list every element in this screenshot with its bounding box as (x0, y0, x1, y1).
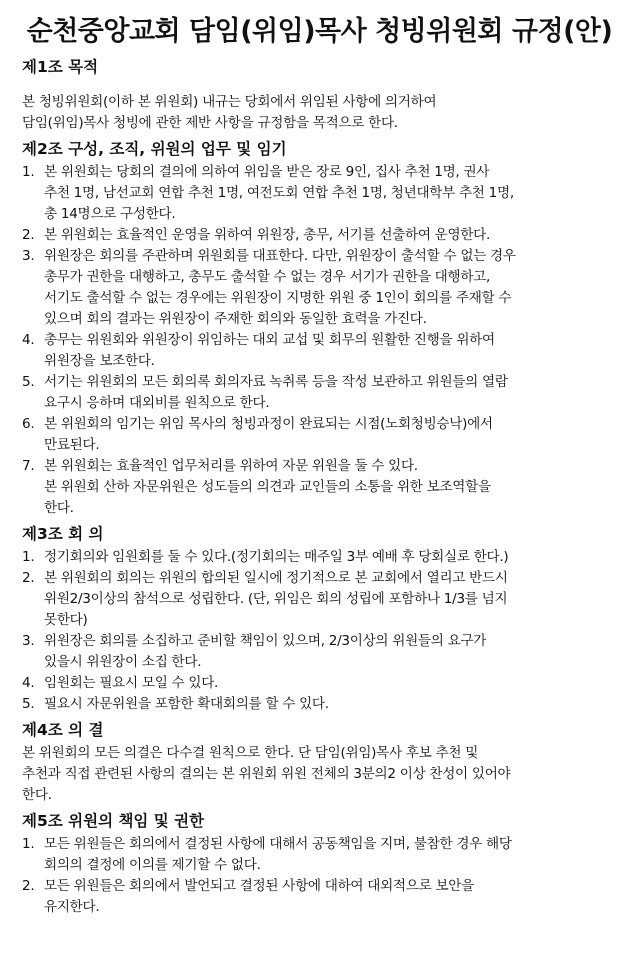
list-item-text (44, 694, 617, 715)
list-item-number: 2. (22, 227, 35, 243)
list-item-text (44, 834, 617, 876)
list-item-line: 모든 위원들은 회의에서 결정된 사항에 대해서 공동책임을 지며, 불참한 경우 해당 (44, 836, 512, 852)
list-item-line: 총무가 권한을 대행하고, 총무도 출석할 수 없는 경우 서기가 권한을 대행하고, (44, 269, 491, 285)
list-item (22, 414, 617, 456)
list-item-text (44, 876, 617, 918)
list-item-text (44, 162, 617, 225)
list-item-text (44, 456, 617, 519)
list-item (22, 547, 617, 568)
list-item-line: 서기도 출석할 수 없는 경우에는 위원장이 지명한 위원 중 1인이 회의를 주재할 수 (44, 290, 512, 306)
list-item-text (44, 568, 617, 631)
list-item-number: 7. (22, 458, 35, 474)
list-item-line: 본 위원회는 당회의 결의에 의하여 위임을 받은 장로 9인, 집사 추천 1명, 권사 (44, 164, 490, 180)
list-item (22, 162, 617, 225)
list-item-number: 4. (22, 675, 35, 691)
list-item-line: 정기회의와 임원회를 둘 수 있다.(정기회의는 매주일 3부 예배 후 당회실로 한다.) (44, 549, 509, 565)
list-item-line: 한다. (44, 500, 74, 516)
list-item-line: 모든 위원들은 회의에서 발언되고 결정된 사항에 대하여 대외적으로 보안을 (44, 878, 474, 894)
section-heading: 제1조 목적 (22, 58, 99, 76)
paragraph-line: 추천과 직접 관련된 사항의 결의는 본 위원회 위원 전체의 3분의2 이상 찬성이 있어야 (22, 766, 511, 782)
paragraph-line: 본 청빙위원회(이하 본 위원회) 내규는 당회에서 위임된 사항에 의거하여 (22, 94, 437, 110)
list-item-line: 추천 1명, 남선교회 연합 추천 1명, 여전도회 연합 추천 1명, 청년대학부 추천 1명, (44, 185, 514, 201)
section-heading: 제4조 의 결 (22, 721, 104, 739)
section-heading: 제2조 구성, 조직, 위원의 업무 및 임기 (22, 140, 287, 158)
document-body (22, 56, 617, 918)
spacer (22, 80, 617, 92)
list-item-line: 위원장은 회의를 주관하며 위원회를 대표한다. 다만, 위원장이 출석할 수 없는 경우 (44, 248, 516, 264)
section-heading: 제3조 회 의 (22, 525, 104, 543)
section-2 (22, 138, 617, 519)
list-item-line: 총 14명으로 구성한다. (44, 206, 176, 222)
list-item-line: 요구시 응하며 대외비를 원칙으로 한다. (44, 395, 270, 411)
list-item (22, 372, 617, 414)
list-item-line: 본 위원회의 임기는 위임 목사의 청빙과정이 완료되는 시점(노회청빙승낙)에서 (44, 416, 493, 432)
list-item-line: 임원회는 필요시 모일 수 있다. (44, 675, 219, 691)
list-item-line: 총무는 위원회와 위원장이 위임하는 대외 교섭 및 회무의 원활한 진행을 위하여 (44, 332, 495, 348)
section-5 (22, 810, 617, 918)
list-item-number: 1. (22, 549, 35, 565)
list-item-line: 본 위원회는 효율적인 업무처리를 위하여 자문 위원을 둘 수 있다. (44, 458, 418, 474)
section-4 (22, 719, 617, 806)
paragraph-line: 한다. (22, 787, 52, 803)
list-item-number: 2. (22, 878, 35, 894)
list-item-number: 4. (22, 332, 35, 348)
list-item-number: 5. (22, 374, 35, 390)
list-item-line: 회의의 결정에 이의를 제기할 수 없다. (44, 857, 261, 873)
list-item (22, 631, 617, 673)
list-item-line: 유지한다. (44, 899, 100, 915)
list-item-text (44, 631, 617, 673)
list-item-line: 본 위원회의 회의는 위원의 합의된 일시에 정기적으로 본 교회에서 열리고 반드시 (44, 570, 508, 586)
list-item-line: 만료된다. (44, 437, 100, 453)
list-item-line: 필요시 자문위원을 포함한 확대회의를 할 수 있다. (44, 696, 329, 712)
list-item-number: 3. (22, 248, 35, 264)
list-item (22, 225, 617, 246)
list-item-line: 본 위원회는 효율적인 운영을 위하여 위원장, 총무, 서기를 선출하여 운영한다. (44, 227, 491, 243)
list-item-number: 3. (22, 633, 35, 649)
list-item-line: 서기는 위원회의 모든 회의록 회의자료 녹취록 등을 작성 보관하고 위원들의 열람 (44, 374, 508, 390)
list-item-line: 못한다) (44, 612, 88, 628)
list-item-text (44, 246, 617, 330)
list-item (22, 246, 617, 330)
section-3 (22, 523, 617, 715)
list-item-number: 1. (22, 164, 35, 180)
list-item-text (44, 673, 617, 694)
list-item-line: 위원장을 보조한다. (44, 353, 155, 369)
list-item-line: 있을시 위원장이 소집 한다. (44, 654, 202, 670)
list-item-text (44, 330, 617, 372)
list-item (22, 834, 617, 876)
document-title: 순천중앙교회 담임(위임)목사 청빙위원회 규정(안) (26, 16, 613, 47)
list-item-line: 있으며 회의 결과는 위원장이 주재한 회의와 동일한 효력을 가진다. (44, 311, 427, 327)
list-item-number: 5. (22, 696, 35, 712)
list-item (22, 694, 617, 715)
list-item-line: 위원2/3이상의 참석으로 성립한다. (단, 위임은 회의 성립에 포함하나 1/3를 넘지 (44, 591, 508, 607)
list-item-number: 1. (22, 836, 35, 852)
list-item-text (44, 225, 617, 246)
list-item-line: 위원장은 회의를 소집하고 준비할 책임이 있으며, 2/3이상의 위원들의 요구가 (44, 633, 487, 649)
list-item (22, 456, 617, 519)
list-item (22, 568, 617, 631)
list-item-text (44, 414, 617, 456)
section-1 (22, 56, 617, 134)
list-item-number: 2. (22, 570, 35, 586)
list-item-text (44, 372, 617, 414)
list-item-line: 본 위원회 산하 자문위원은 성도들의 의견과 교인들의 소통을 위한 보조역할을 (44, 479, 491, 495)
list-item-text (44, 547, 617, 568)
list-item-number: 6. (22, 416, 35, 432)
list-item (22, 673, 617, 694)
paragraph-line: 담임(위임)목사 청빙에 관한 제반 사항을 규정함을 목적으로 한다. (22, 115, 398, 131)
list-item (22, 330, 617, 372)
list-item (22, 876, 617, 918)
paragraph-line: 본 위원회의 모든 의결은 다수결 원칙으로 한다. 단 담임(위임)목사 후보 추천 및 (22, 745, 479, 761)
section-heading: 제5조 위원의 책임 및 권한 (22, 812, 205, 830)
